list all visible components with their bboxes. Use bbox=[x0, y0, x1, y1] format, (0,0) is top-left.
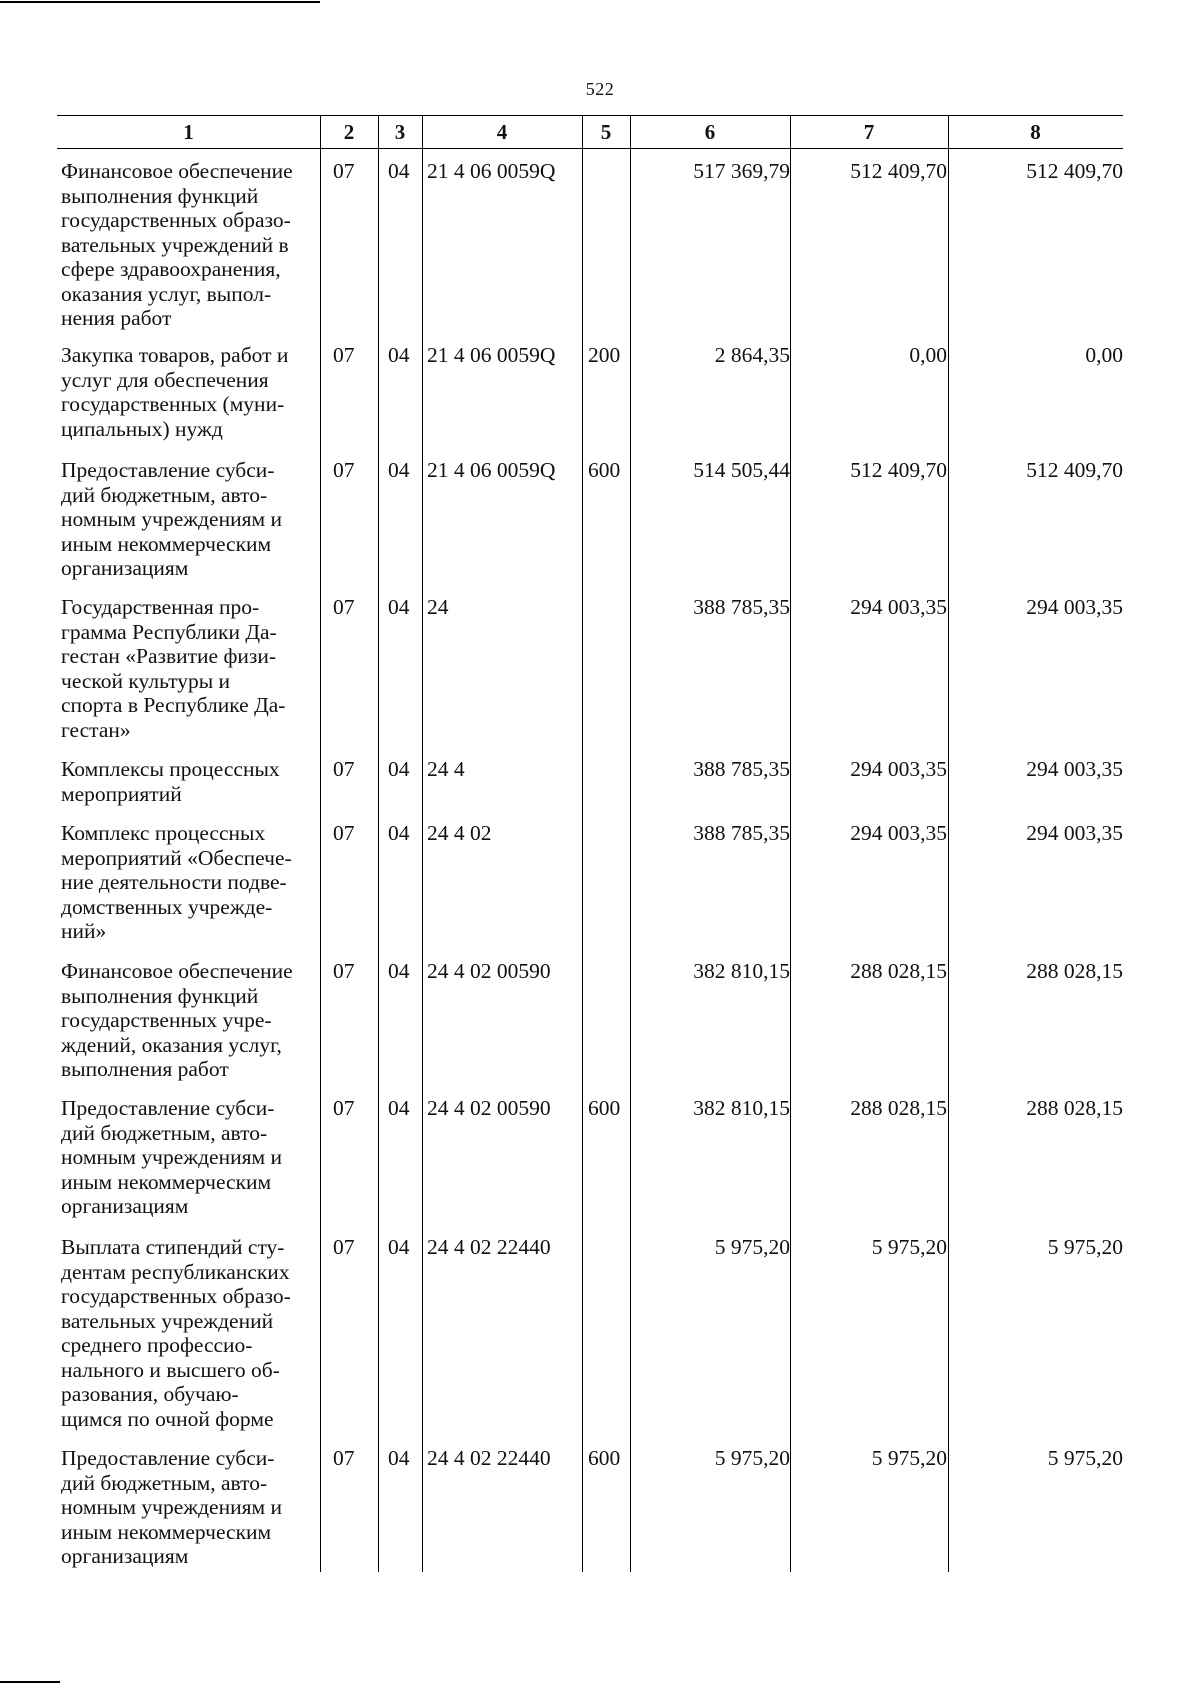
section-code: 07 bbox=[333, 757, 355, 781]
section-code: 07 bbox=[333, 1235, 355, 1259]
header-cell: 5 bbox=[600, 120, 612, 144]
amount-col6: 2 864,35 bbox=[714, 343, 790, 367]
amount-col7: 5 975,20 bbox=[871, 1235, 947, 1259]
table-top-border bbox=[57, 115, 1123, 116]
expense-type-code: 600 bbox=[588, 1446, 621, 1470]
target-article-code: 24 4 02 22440 bbox=[427, 1235, 551, 1259]
target-article-code: 21 4 06 0059Q bbox=[427, 159, 556, 183]
subsection-code: 04 bbox=[388, 1235, 410, 1259]
section-code: 07 bbox=[333, 343, 355, 367]
amount-col8: 288 028,15 bbox=[1026, 959, 1123, 983]
amount-col8: 294 003,35 bbox=[1026, 757, 1123, 781]
expense-type-code: 200 bbox=[588, 343, 621, 367]
table-header-border bbox=[57, 148, 1123, 149]
target-article-code: 24 4 02 bbox=[427, 821, 492, 845]
header-cell: 1 bbox=[183, 120, 194, 144]
row-description: Предоставление субси- дий бюджетным, авто- номным учреждениям и иным некоммерческим организациям bbox=[61, 1446, 282, 1568]
column-divider bbox=[948, 116, 949, 1572]
subsection-code: 04 bbox=[388, 821, 410, 845]
subsection-code: 04 bbox=[388, 1446, 410, 1470]
subsection-code: 04 bbox=[388, 458, 410, 482]
target-article-code: 24 bbox=[427, 595, 449, 619]
subsection-code: 04 bbox=[388, 959, 410, 983]
header-cell: 3 bbox=[394, 120, 406, 144]
row-description: Предоставление субси- дий бюджетным, авто- номным учреждениям и иным некоммерческим организациям bbox=[61, 458, 282, 580]
row-description: Комплексы процессных мероприятий bbox=[61, 757, 280, 806]
amount-col6: 388 785,35 bbox=[693, 595, 790, 619]
row-description: Предоставление субси- дий бюджетным, авто- номным учреждениям и иным некоммерческим организациям bbox=[61, 1096, 282, 1218]
scan-edge-line bbox=[0, 1681, 60, 1683]
header-cell: 6 bbox=[704, 120, 716, 144]
amount-col6: 5 975,20 bbox=[714, 1446, 790, 1470]
subsection-code: 04 bbox=[388, 595, 410, 619]
amount-col8: 294 003,35 bbox=[1026, 821, 1123, 845]
expense-type-code: 600 bbox=[588, 458, 621, 482]
row-description: Закупка товаров, работ и услуг для обеспечения государственных (муни- ципальных) нужд bbox=[61, 343, 289, 441]
header-cell: 8 bbox=[1030, 120, 1041, 144]
row-description: Комплекс процессных мероприятий «Обеспече- ние деятельности подве- домственных учрежде- ний» bbox=[61, 821, 292, 943]
amount-col7: 294 003,35 bbox=[850, 821, 947, 845]
target-article-code: 21 4 06 0059Q bbox=[427, 458, 556, 482]
amount-col7: 288 028,15 bbox=[850, 959, 947, 983]
column-divider bbox=[378, 116, 379, 1572]
target-article-code: 24 4 bbox=[427, 757, 465, 781]
section-code: 07 bbox=[333, 1446, 355, 1470]
target-article-code: 21 4 06 0059Q bbox=[427, 343, 556, 367]
amount-col8: 512 409,70 bbox=[1026, 458, 1123, 482]
section-code: 07 bbox=[333, 458, 355, 482]
amount-col8: 5 975,20 bbox=[1047, 1235, 1123, 1259]
expense-type-code: 600 bbox=[588, 1096, 621, 1120]
amount-col7: 512 409,70 bbox=[850, 159, 947, 183]
amount-col7: 288 028,15 bbox=[850, 1096, 947, 1120]
amount-col6: 388 785,35 bbox=[693, 821, 790, 845]
section-code: 07 bbox=[333, 821, 355, 845]
row-description: Финансовое обеспечение выполнения функций государственных учре- ждений, оказания услуг, выполнения работ bbox=[61, 959, 293, 1081]
subsection-code: 04 bbox=[388, 159, 410, 183]
amount-col8: 0,00 bbox=[1085, 343, 1123, 367]
column-divider bbox=[790, 116, 791, 1572]
amount-col7: 512 409,70 bbox=[850, 458, 947, 482]
amount-col7: 0,00 bbox=[909, 343, 947, 367]
page-number: 522 bbox=[585, 79, 615, 99]
amount-col8: 288 028,15 bbox=[1026, 1096, 1123, 1120]
target-article-code: 24 4 02 00590 bbox=[427, 1096, 551, 1120]
amount-col7: 5 975,20 bbox=[871, 1446, 947, 1470]
amount-col8: 294 003,35 bbox=[1026, 595, 1123, 619]
header-cell: 7 bbox=[863, 120, 875, 144]
target-article-code: 24 4 02 00590 bbox=[427, 959, 551, 983]
column-divider bbox=[630, 116, 631, 1572]
amount-col6: 5 975,20 bbox=[714, 1235, 790, 1259]
amount-col7: 294 003,35 bbox=[850, 757, 947, 781]
amount-col8: 5 975,20 bbox=[1047, 1446, 1123, 1470]
column-divider bbox=[422, 116, 423, 1572]
section-code: 07 bbox=[333, 959, 355, 983]
scan-edge-line bbox=[0, 1, 320, 3]
section-code: 07 bbox=[333, 1096, 355, 1120]
header-cell: 2 bbox=[343, 120, 355, 144]
amount-col6: 382 810,15 bbox=[693, 1096, 790, 1120]
row-description: Государственная про- грамма Республики Да- гестан «Развитие физи- ческой культуры и спорта в Республике Да- гестан» bbox=[61, 595, 286, 742]
row-description: Выплата стипендий сту- дентам республиканских государственных образо- вательных учреждений среднего профессио- нального и высшего об- разования, обучаю- щимся по очной форме bbox=[61, 1235, 291, 1431]
section-code: 07 bbox=[333, 595, 355, 619]
section-code: 07 bbox=[333, 159, 355, 183]
amount-col6: 517 369,79 bbox=[693, 159, 790, 183]
subsection-code: 04 bbox=[388, 1096, 410, 1120]
amount-col6: 514 505,44 bbox=[693, 458, 790, 482]
amount-col8: 512 409,70 bbox=[1026, 159, 1123, 183]
target-article-code: 24 4 02 22440 bbox=[427, 1446, 551, 1470]
column-divider bbox=[582, 116, 583, 1572]
amount-col6: 382 810,15 bbox=[693, 959, 790, 983]
header-cell: 4 bbox=[496, 120, 508, 144]
amount-col6: 388 785,35 bbox=[693, 757, 790, 781]
subsection-code: 04 bbox=[388, 757, 410, 781]
amount-col7: 294 003,35 bbox=[850, 595, 947, 619]
row-description: Финансовое обеспечение выполнения функций государственных образо- вательных учреждений в сфере здравоохранения, оказания услуг, выпол- нения работ bbox=[61, 159, 293, 330]
subsection-code: 04 bbox=[388, 343, 410, 367]
